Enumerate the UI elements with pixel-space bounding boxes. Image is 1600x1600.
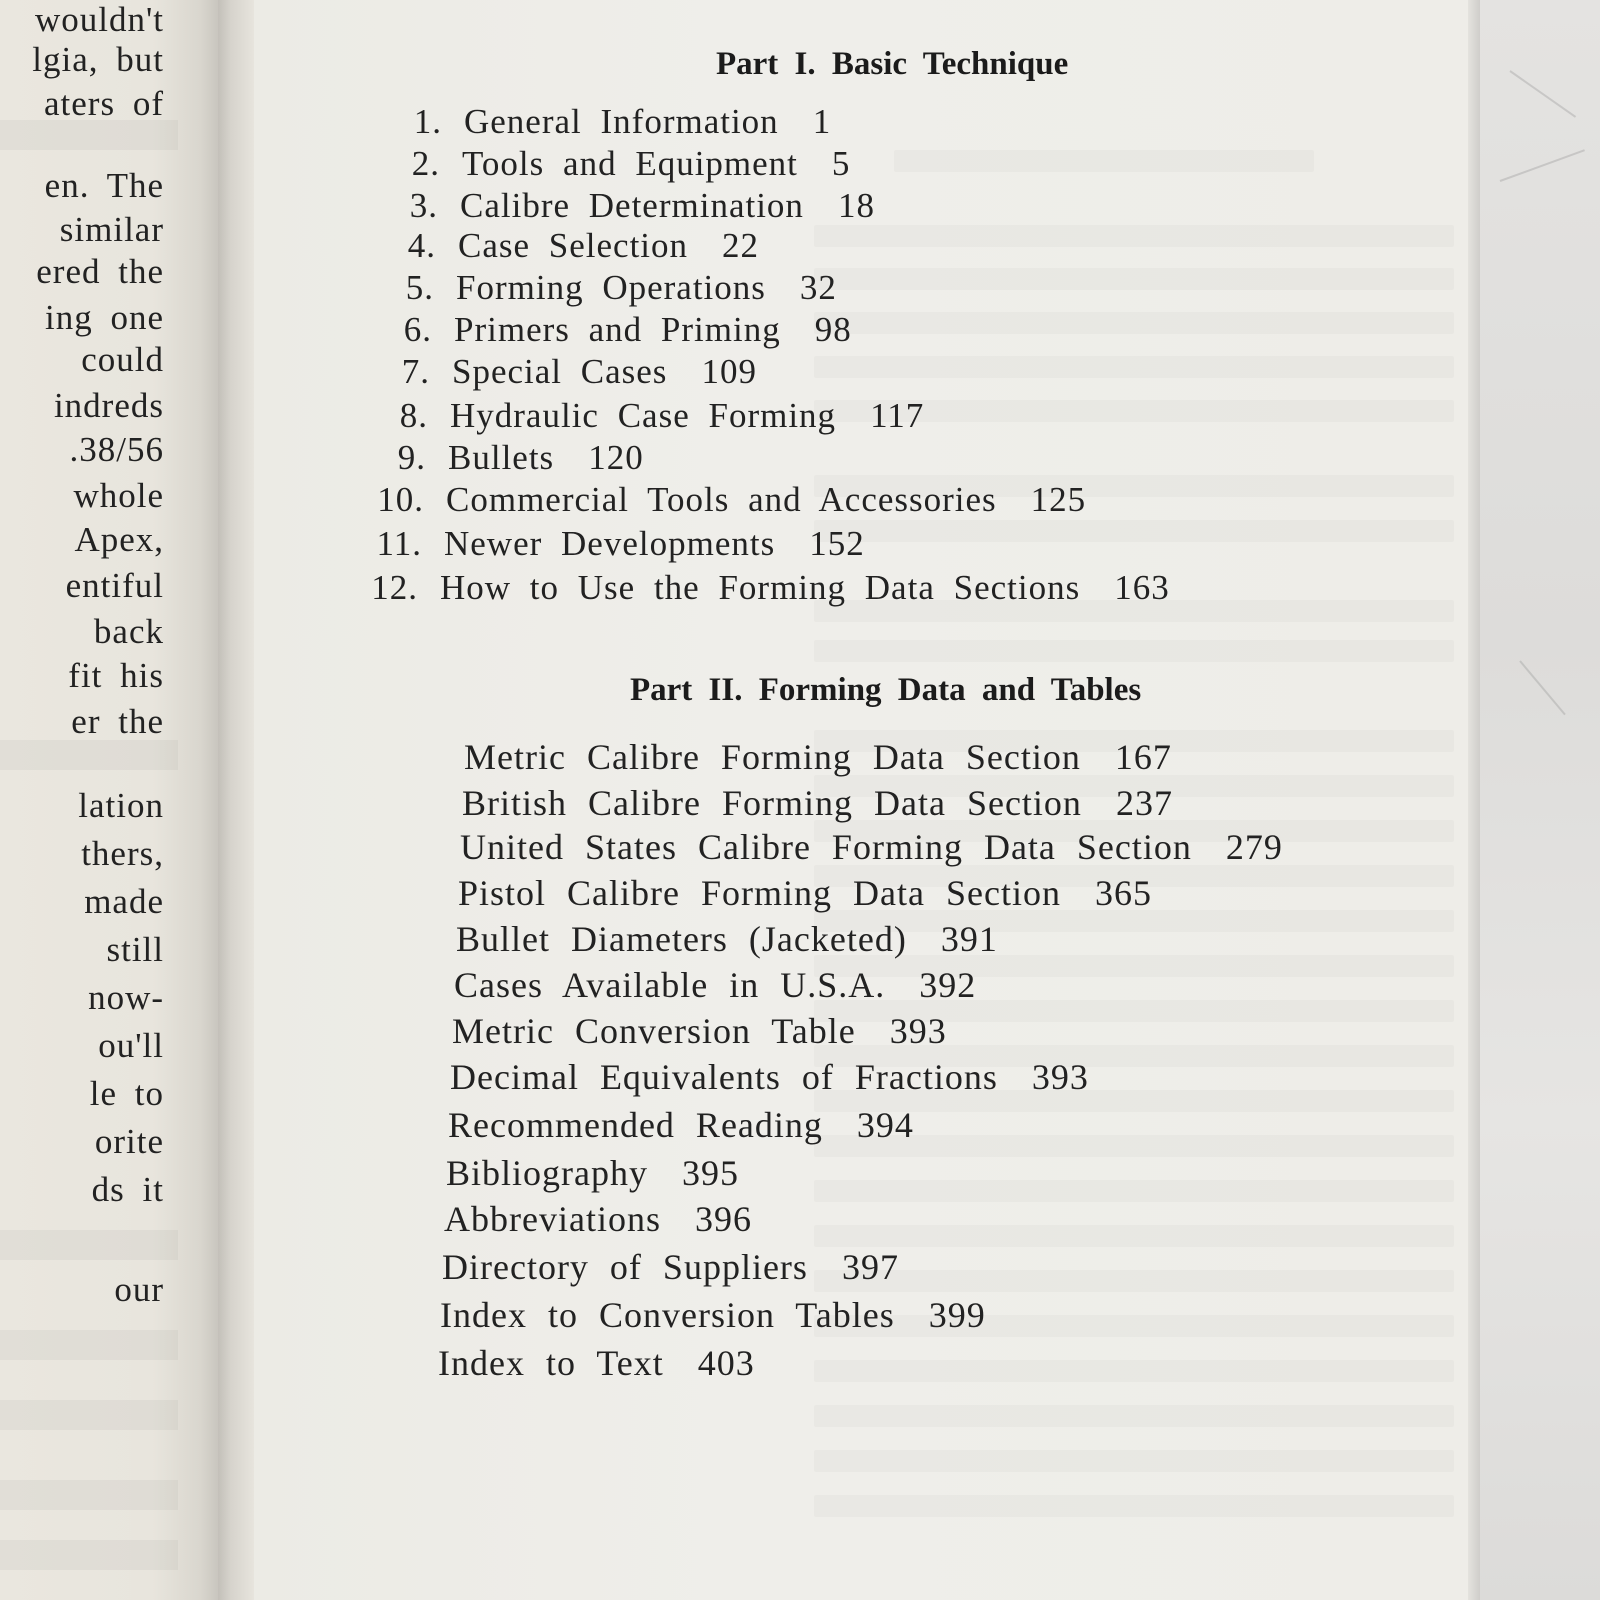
toc-entry-page: 98 <box>814 310 852 349</box>
toc-entry-number: 4. <box>407 226 436 265</box>
left-page-text-line: en. The <box>44 166 164 205</box>
left-page-text-line: back <box>93 612 164 651</box>
toc-entry-title: Commercial Tools and Accessories <box>446 480 997 519</box>
toc-entry <box>376 226 759 266</box>
toc-entry <box>450 1056 1089 1098</box>
toc-entry <box>460 826 1283 868</box>
toc-entry <box>438 1342 755 1384</box>
marble-vein <box>1509 70 1576 118</box>
toc-entry <box>444 1198 752 1240</box>
toc-entry-number: 1. <box>413 102 442 141</box>
left-page-text-line: thers, <box>81 834 164 873</box>
left-page-text-line: ou'll <box>98 1026 164 1065</box>
toc-entry-page: 399 <box>928 1295 986 1335</box>
left-page-text-line: Apex, <box>74 520 164 559</box>
toc-entry <box>452 1010 947 1052</box>
toc-entry <box>378 186 875 226</box>
left-page-text-line: lation <box>78 786 164 825</box>
toc-entry <box>462 782 1173 824</box>
left-page-text-line: ing one <box>44 298 164 337</box>
toc-entry-title: Abbreviations <box>444 1199 661 1239</box>
book-gutter <box>218 0 254 1600</box>
toc-entry-title: Bibliography <box>446 1153 648 1193</box>
toc-entry-page: 5 <box>831 144 851 183</box>
toc-entry-number: 3. <box>409 186 438 225</box>
toc-entry <box>370 352 757 392</box>
left-page-text-line: ds it <box>91 1170 164 1209</box>
show-through-text <box>814 1360 1454 1382</box>
toc-entry-title: Pistol Calibre Forming Data Section <box>458 873 1061 913</box>
toc-entry-number: 7. <box>401 352 430 391</box>
show-through-text <box>0 1480 178 1510</box>
toc-entry-number: 12. <box>371 568 418 607</box>
toc-entry-title: Bullets <box>448 438 555 477</box>
show-through-text <box>814 312 1454 334</box>
left-page-text-line: le to <box>89 1074 164 1113</box>
show-through-text <box>814 1495 1454 1517</box>
left-page-text-line: lgia, but <box>32 40 164 79</box>
show-through-text <box>0 1400 178 1430</box>
toc-entry-page: 152 <box>809 524 865 563</box>
toc-entry-page: 117 <box>870 396 925 435</box>
left-page-text-line: could <box>81 340 164 379</box>
toc-entry-page: 22 <box>722 226 760 265</box>
show-through-text <box>814 1180 1454 1202</box>
toc-entry-title: United States Calibre Forming Data Section <box>460 827 1192 867</box>
toc-entry-page: 393 <box>1031 1057 1089 1097</box>
toc-entry <box>380 144 850 184</box>
left-page-text-line: made <box>84 882 164 921</box>
toc-entry <box>442 1246 899 1288</box>
left-page-text-line: wouldn't <box>34 0 164 39</box>
toc-entry-title: Hydraulic Case Forming <box>450 396 837 435</box>
toc-entry-title: Index to Conversion Tables <box>440 1295 895 1335</box>
toc-entry-number: 6. <box>403 310 432 349</box>
toc-entry-title: How to Use the Forming Data Sections <box>440 568 1081 607</box>
toc-entry-title: General Information <box>464 102 779 141</box>
show-through-text <box>814 1225 1454 1247</box>
toc-entry-number: 10. <box>377 480 424 519</box>
toc-entry-title: British Calibre Forming Data Section <box>462 783 1082 823</box>
left-page-text-line: aters of <box>44 84 164 123</box>
toc-entry-page: 167 <box>1114 737 1172 777</box>
show-through-text <box>814 1405 1454 1427</box>
toc-entry <box>454 964 976 1006</box>
toc-entry-title: Decimal Equivalents of Fractions <box>450 1057 998 1097</box>
toc-entry-page: 32 <box>799 268 837 307</box>
show-through-text <box>814 520 1454 542</box>
left-page-text-line: our <box>114 1270 164 1309</box>
marble-surface <box>1480 0 1600 1600</box>
toc-entry-page: 365 <box>1094 873 1152 913</box>
toc-entry-page: 125 <box>1030 480 1087 519</box>
toc-entry-title: Cases Available in U.S.A. <box>454 965 886 1005</box>
show-through-text <box>814 640 1454 662</box>
toc-entry-number: 5. <box>405 268 434 307</box>
left-page-text-line: entiful <box>65 566 164 605</box>
show-through-text <box>814 225 1454 247</box>
left-page-text-line: still <box>106 930 164 969</box>
toc-entry <box>448 1104 914 1146</box>
toc-entry-page: 392 <box>919 965 977 1005</box>
toc-entry-title: Newer Developments <box>444 524 776 563</box>
toc-entry <box>440 1294 986 1336</box>
toc-entry <box>464 736 1172 778</box>
toc-entry-title: Special Cases <box>452 352 668 391</box>
toc-entry-number: 11. <box>376 524 422 563</box>
toc-entry-title: Index to Text <box>438 1343 664 1383</box>
left-page-text-line: now- <box>88 978 164 1017</box>
toc-entry <box>456 918 998 960</box>
toc-entry-page: 397 <box>841 1247 899 1287</box>
left-page-text-line: .38/56 <box>69 430 164 469</box>
show-through-text <box>0 1230 178 1260</box>
toc-entry-page: 163 <box>1114 568 1170 607</box>
toc-entry <box>362 524 865 564</box>
toc-entry <box>382 102 831 142</box>
toc-entry <box>366 438 644 478</box>
toc-entry <box>446 1152 739 1194</box>
left-page-text-line: whole <box>73 476 164 515</box>
toc-entry-title: Calibre Determination <box>460 186 804 225</box>
toc-entry-page: 120 <box>588 438 644 477</box>
toc-entry <box>368 396 924 436</box>
show-through-text <box>894 150 1314 172</box>
toc-entry-page: 394 <box>856 1105 914 1145</box>
toc-entry-page: 18 <box>837 186 875 225</box>
part2-heading: Part II. Forming Data and Tables <box>630 672 1142 708</box>
toc-entry-title: Primers and Priming <box>454 310 781 349</box>
left-page-text-line: similar <box>59 210 164 249</box>
toc-entry-title: Directory of Suppliers <box>442 1247 808 1287</box>
left-page-text-line: ered the <box>36 252 164 291</box>
toc-entry <box>372 310 852 350</box>
left-page-text-line: indreds <box>53 386 164 425</box>
toc-entry-page: 396 <box>694 1199 752 1239</box>
left-page <box>0 0 218 1600</box>
toc-entry <box>374 268 837 308</box>
toc-entry-title: Forming Operations <box>456 268 766 307</box>
toc-entry-number: 2. <box>411 144 440 183</box>
left-page-text-line: orite <box>94 1122 164 1161</box>
toc-entry-number: 9. <box>397 438 426 477</box>
marble-vein <box>1519 660 1566 715</box>
show-through-text <box>0 1330 178 1360</box>
toc-entry-page: 403 <box>697 1343 755 1383</box>
show-through-text <box>0 740 178 770</box>
contents-page <box>254 0 1480 1600</box>
marble-vein <box>1500 149 1585 182</box>
toc-entry-number: 8. <box>399 396 428 435</box>
toc-entry <box>364 480 1086 520</box>
show-through-text <box>814 356 1454 378</box>
toc-entry-title: Metric Conversion Table <box>452 1011 856 1051</box>
left-page-text-line: fit his <box>68 656 164 695</box>
toc-entry-title: Bullet Diameters (Jacketed) <box>456 919 907 959</box>
show-through-text <box>814 1450 1454 1472</box>
show-through-text <box>0 1540 178 1570</box>
toc-entry-page: 1 <box>812 102 832 141</box>
show-through-text <box>814 1270 1454 1292</box>
toc-entry-page: 395 <box>681 1153 739 1193</box>
toc-entry-title: Recommended Reading <box>448 1105 823 1145</box>
toc-entry <box>358 568 1170 608</box>
toc-entry-page: 279 <box>1225 827 1283 867</box>
toc-entry-page: 391 <box>940 919 998 959</box>
toc-entry-title: Case Selection <box>458 226 689 265</box>
part1-heading: Part I. Basic Technique <box>716 46 1069 82</box>
toc-entry-page: 393 <box>889 1011 947 1051</box>
show-through-text <box>0 120 178 150</box>
toc-entry-title: Tools and Equipment <box>462 144 798 183</box>
toc-entry-title: Metric Calibre Forming Data Section <box>464 737 1081 777</box>
toc-entry-page: 109 <box>701 352 757 391</box>
show-through-text <box>814 268 1454 290</box>
left-page-text-line: er the <box>71 702 164 741</box>
toc-entry <box>458 872 1152 914</box>
toc-entry-page: 237 <box>1115 783 1173 823</box>
page-edge <box>1468 0 1480 1600</box>
